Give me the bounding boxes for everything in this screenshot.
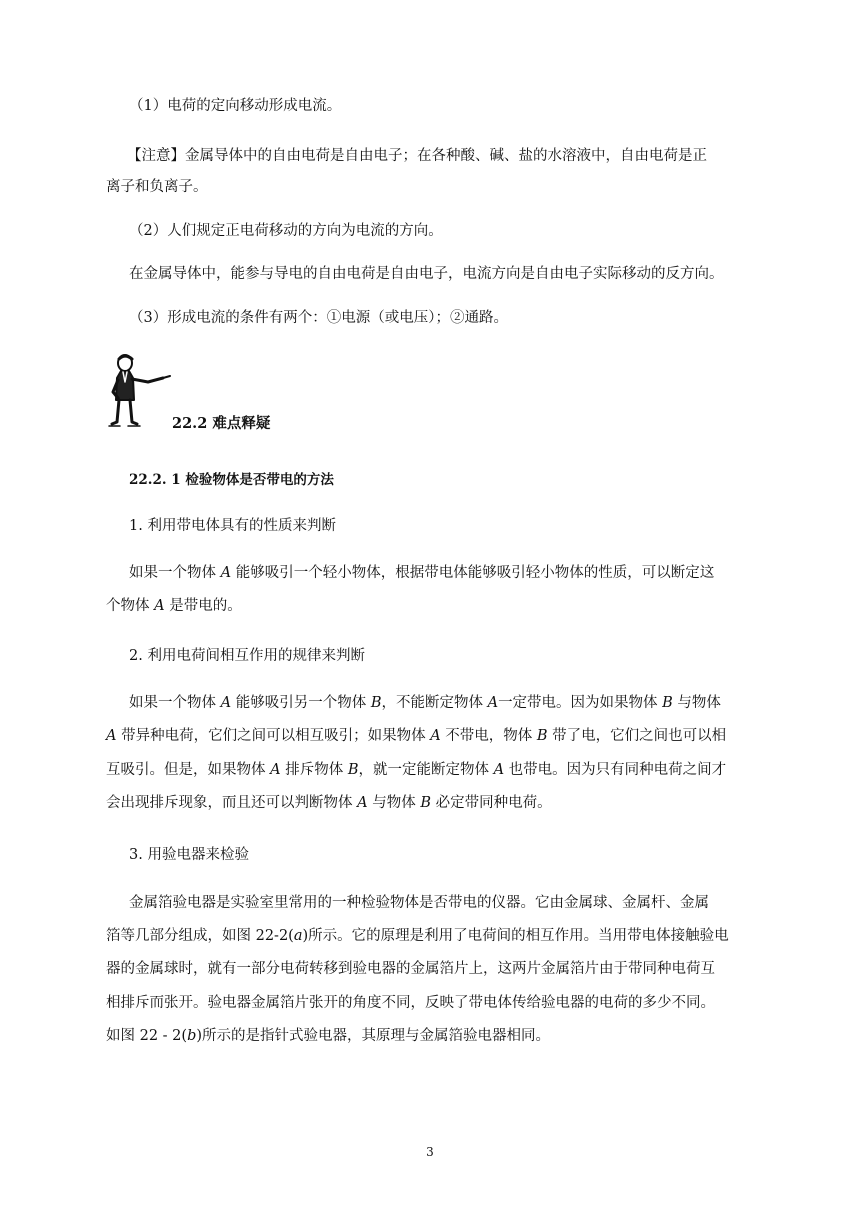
method-3-line-5: 如图 22 - 2(b)所示的是指针式验电器，其原理与金属箔验电器相同。 <box>106 1028 551 1044</box>
paragraph-current-conditions: （3）形成电流的条件有两个：①电源（或电压）；②通路。 <box>129 310 508 326</box>
paragraph-metal-conductor: 在金属导体中，能参与导电的自由电荷是自由电子，电流方向是自由电子实际移动的反方向。 <box>129 266 724 282</box>
method-3-line-3: 器的金属球时，就有一部分电荷转移到验电器的金属箔片上，这两片金属箔片由于带同种电荷互 <box>106 961 715 977</box>
method-2-line-2: A 带异种电荷，它们之间可以相互吸引；如果物体 A 不带电，物体 B 带了电，它们之间也可以相 <box>106 728 727 744</box>
page-number: 3 <box>426 1145 434 1159</box>
note-line-2: 离子和负离子。 <box>106 179 208 195</box>
method-2-line-4: 会出现排斥现象，而且还可以判断物体 A 与物体 B 必定带同种电荷。 <box>106 795 552 811</box>
method-3-line-4: 相排斥而张开。验电器金属箔片张开的角度不同，反映了带电体传给验电器的电荷的多少不同。 <box>106 995 715 1011</box>
note-line-1: 【注意】金属导体中的自由电荷是自由电子；在各种酸、碱、盐的水溶液中，自由电荷是正 <box>127 148 707 164</box>
paragraph-current-direction: （2）人们规定正电荷移动的方向为电流的方向。 <box>129 223 443 239</box>
method-2-title: 2. 利用电荷间相互作用的规律来判断 <box>129 648 365 664</box>
method-1-title: 1. 利用带电体具有的性质来判断 <box>129 518 336 534</box>
method-3-line-2: 箔等几部分组成，如图 22-2(a)所示。它的原理是利用了电荷间的相互作用。当用带电体接触验电 <box>106 928 729 944</box>
method-3-line-1: 金属箔验电器是实验室里常用的一种检验物体是否带电的仪器。它由金属球、金属杆、金属 <box>129 895 709 911</box>
method-3-title: 3. 用验电器来检验 <box>129 847 249 863</box>
subsection-title: 22.2. 1 检验物体是否带电的方法 <box>129 472 334 488</box>
method-1-line-2: 个物体 A 是带电的。 <box>106 598 242 614</box>
method-2-line-1: 如果一个物体 A 能够吸引另一个物体 B，不能断定物体 A一定带电。因为如果物体 B 与物体 <box>129 695 721 711</box>
method-2-line-3: 互吸引。但是，如果物体 A 排斥物体 B，就一定能断定物体 A 也带电。因为只有同种电荷之间才 <box>106 762 727 778</box>
method-1-line-1: 如果一个物体 A 能够吸引一个轻小物体，根据带电体能够吸引轻小物体的性质，可以断定这 <box>129 565 715 581</box>
section-title: 22.2 难点释疑 <box>172 415 271 432</box>
paragraph-current-formation: （1）电荷的定向移动形成电流。 <box>129 98 342 114</box>
